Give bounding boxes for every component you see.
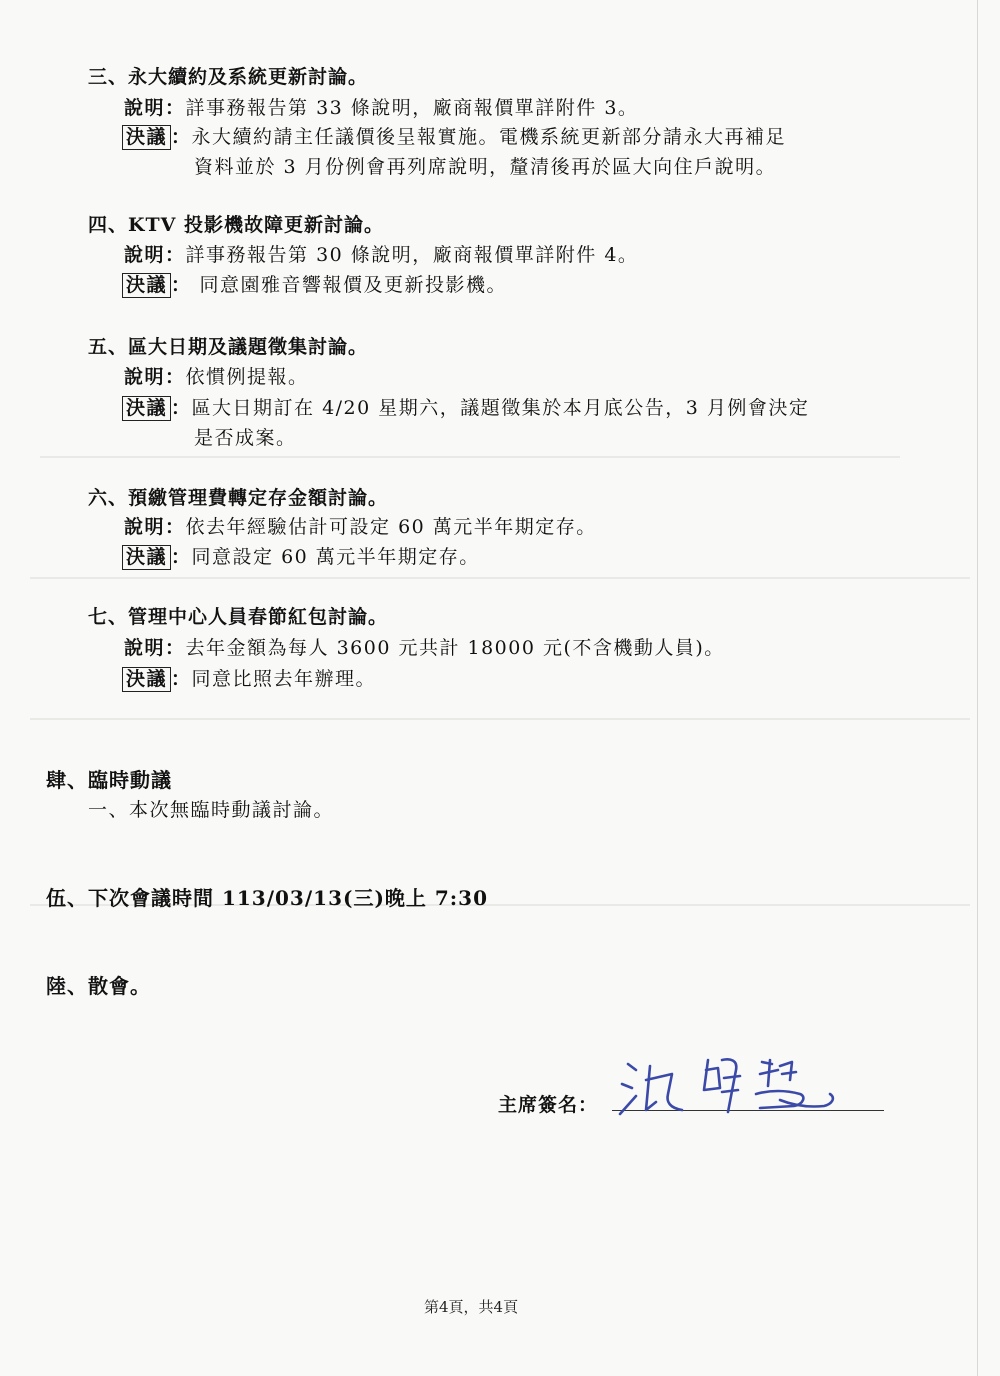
resolution-row	[122, 664, 376, 691]
explain-text: 去年金額為每人 3600 元共計 18000 元(不含機動人員)。	[185, 637, 725, 659]
resolution-label: 決議	[122, 667, 171, 692]
page-edge	[977, 0, 978, 1376]
resolution-text: 同意園雅音響報價及更新投影機。	[199, 274, 508, 296]
explain-label: 說明	[124, 244, 166, 266]
handwritten-signature	[610, 1050, 850, 1130]
colon: ：	[165, 516, 186, 538]
explain-label: 說明	[124, 97, 166, 119]
explain-label: 說明	[124, 366, 166, 388]
resolution-row	[122, 542, 480, 569]
resolution-row	[122, 393, 809, 420]
scan-artifact	[30, 577, 970, 579]
resolution-row	[122, 122, 786, 149]
colon: ：	[171, 397, 192, 419]
resolution-continuation: 是否成案。	[194, 427, 297, 449]
section-heading: 伍、下次會議時間 113/03/13(三)晚上 7:30	[46, 886, 489, 910]
resolution-label: 決議	[122, 545, 171, 570]
section-heading: 肆、臨時動議	[46, 768, 172, 792]
colon: ：	[165, 366, 186, 388]
section-heading: 陸、散會。	[46, 974, 151, 998]
explain-row	[124, 633, 725, 660]
resolution-text: 區大日期訂在 4/20 星期六，議題徵集於本月底公告，3 月例會決定	[191, 397, 810, 419]
colon: ：	[171, 274, 192, 296]
item-heading: 六、預繳管理費轉定存金額討論。	[88, 487, 389, 509]
explain-text: 依慣例提報。	[185, 366, 309, 388]
resolution-label: 決議	[122, 125, 171, 150]
colon: ：	[171, 546, 192, 568]
resolution-text: 永大續約請主任議價後呈報實施。電機系統更新部分請永大再補足	[191, 126, 787, 148]
item-heading: 五、區大日期及議題徵集討論。	[88, 336, 369, 358]
explain-label: 說明	[124, 516, 166, 538]
resolution-label: 決議	[122, 273, 171, 298]
resolution-row	[122, 270, 507, 297]
page-number: 第4頁，共4頁	[424, 1298, 519, 1316]
signature-label: 主席簽名：	[498, 1094, 599, 1116]
resolution-label: 決議	[122, 396, 171, 421]
scan-artifact	[30, 718, 970, 720]
colon: ：	[165, 97, 186, 119]
section-line: 一、本次無臨時動議討論。	[88, 799, 335, 821]
explain-text: 詳事務報告第 33 條說明，廠商報價單詳附件 3。	[185, 97, 639, 119]
resolution-continuation: 資料並於 3 月份例會再列席說明，釐清後再於區大向住戶說明。	[194, 156, 777, 178]
resolution-text: 同意設定 60 萬元半年期定存。	[191, 546, 480, 568]
explain-text: 依去年經驗估計可設定 60 萬元半年期定存。	[185, 516, 597, 538]
resolution-text: 同意比照去年辦理。	[191, 668, 377, 690]
explain-text: 詳事務報告第 30 條說明，廠商報價單詳附件 4。	[185, 244, 639, 266]
explain-row	[124, 512, 597, 539]
colon: ：	[165, 244, 186, 266]
item-heading: 四、KTV 投影機故障更新討論。	[88, 214, 385, 236]
explain-row	[124, 93, 638, 120]
explain-row	[124, 240, 638, 267]
item-heading: 七、管理中心人員春節紅包討論。	[88, 606, 389, 628]
colon: ：	[165, 637, 186, 659]
item-heading: 三、永大續約及系統更新討論。	[88, 66, 369, 88]
colon: ：	[171, 126, 192, 148]
scan-artifact	[40, 456, 900, 458]
colon: ：	[171, 668, 192, 690]
explain-row	[124, 362, 309, 389]
explain-label: 說明	[124, 637, 166, 659]
